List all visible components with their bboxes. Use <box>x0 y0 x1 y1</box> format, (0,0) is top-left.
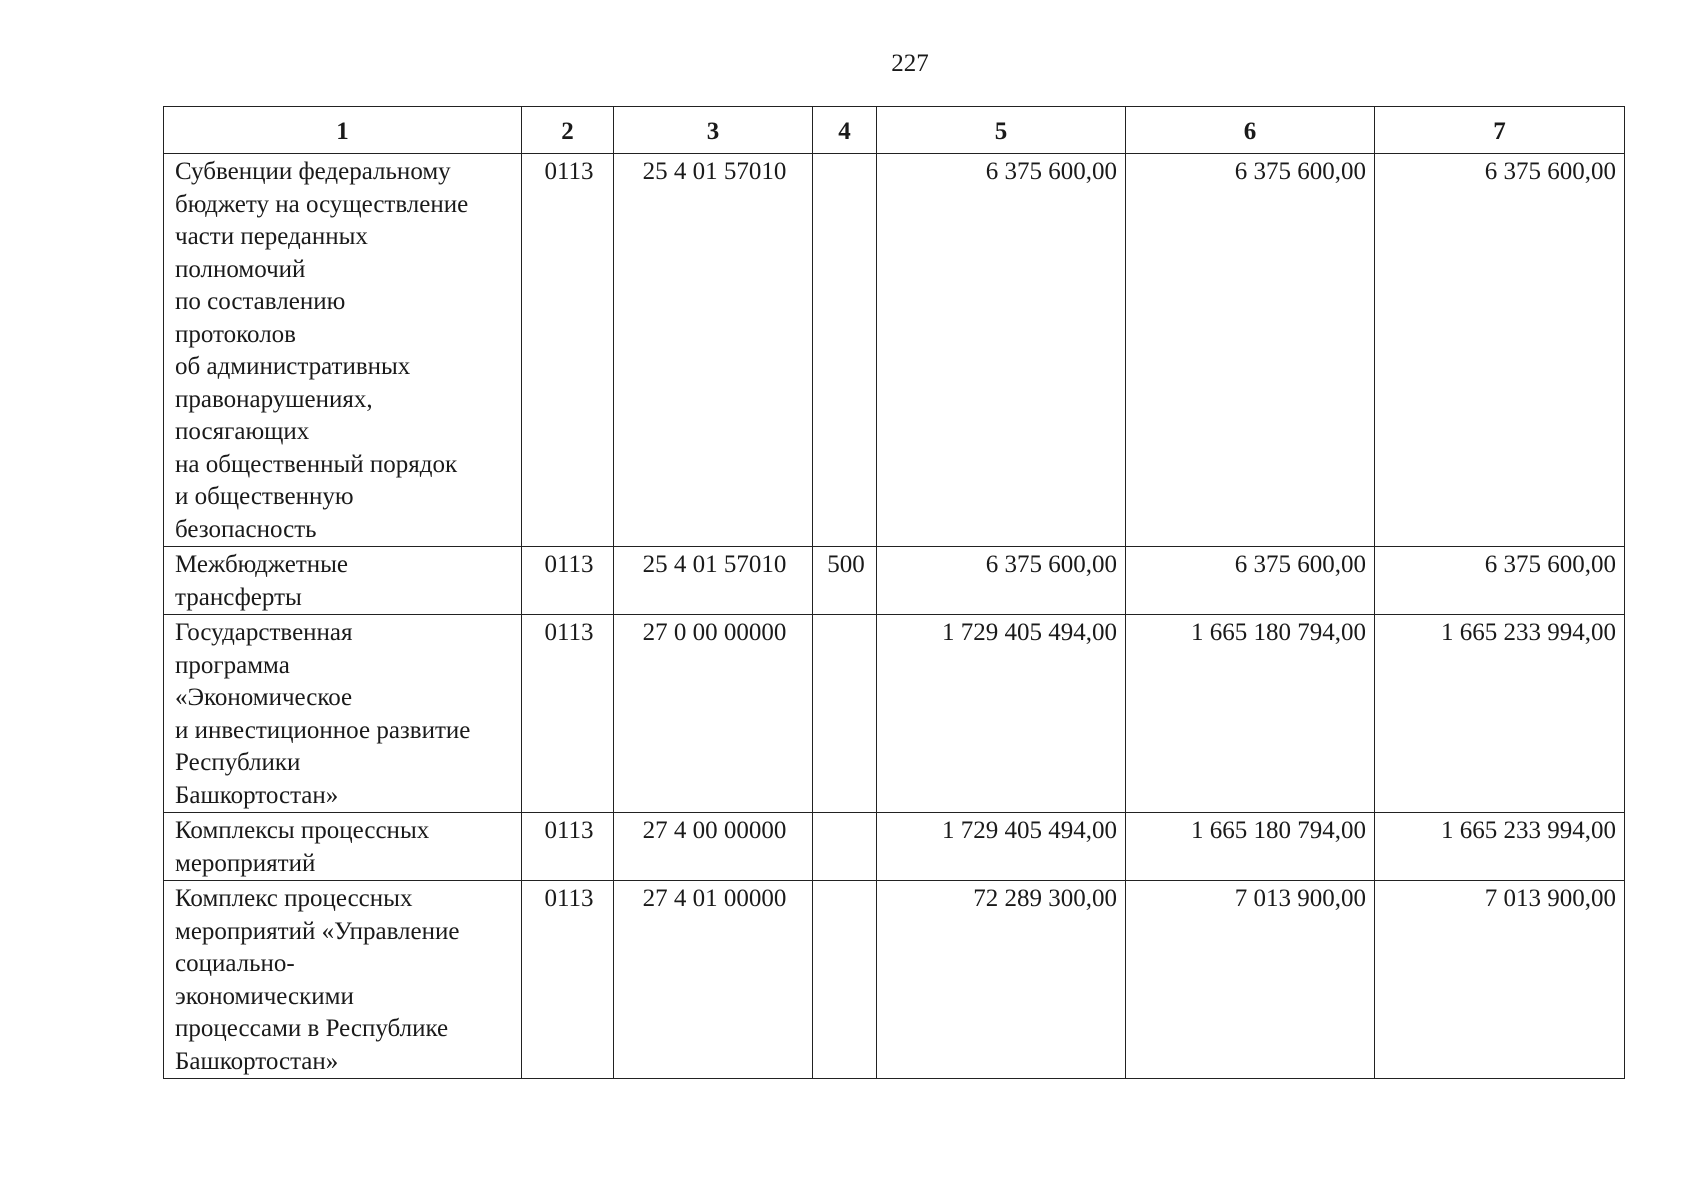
table-row <box>164 813 1625 881</box>
target-code-cell: 25 4 01 57010 <box>614 154 813 547</box>
table-row <box>164 154 1625 547</box>
table-header-row <box>164 107 1625 154</box>
column-header-7: 7 <box>1375 107 1625 154</box>
column-header-3: 3 <box>614 107 813 154</box>
expense-type-cell <box>813 881 877 1079</box>
amount-cell-5: 6 375 600,00 <box>877 547 1126 615</box>
row-name-cell: Субвенции федеральному бюджету на осуществление части переданных полномочий по составлению протоколов об административных правонарушениях, посягающих на общественный порядок и общественную безопасность <box>164 154 522 547</box>
target-code-cell: 25 4 01 57010 <box>614 547 813 615</box>
expense-type-cell <box>813 154 877 547</box>
column-header-4: 4 <box>813 107 877 154</box>
amount-cell-5: 1 729 405 494,00 <box>877 615 1126 813</box>
expense-type-cell: 500 <box>813 547 877 615</box>
expense-type-cell <box>813 813 877 881</box>
column-header-2: 2 <box>522 107 614 154</box>
row-name-cell: Межбюджетные трансферты <box>164 547 522 615</box>
amount-cell-5: 6 375 600,00 <box>877 154 1126 547</box>
target-code-cell: 27 0 00 00000 <box>614 615 813 813</box>
page-number: 227 <box>891 50 929 77</box>
column-header-1: 1 <box>164 107 522 154</box>
section-code-cell: 0113 <box>522 615 614 813</box>
amount-cell-6: 1 665 180 794,00 <box>1126 813 1375 881</box>
table-row <box>164 615 1625 813</box>
amount-cell-6: 6 375 600,00 <box>1126 154 1375 547</box>
budget-table <box>163 106 1625 1079</box>
amount-cell-5: 1 729 405 494,00 <box>877 813 1126 881</box>
amount-cell-5: 72 289 300,00 <box>877 881 1126 1079</box>
amount-cell-7: 7 013 900,00 <box>1375 881 1625 1079</box>
amount-cell-6: 1 665 180 794,00 <box>1126 615 1375 813</box>
amount-cell-7: 1 665 233 994,00 <box>1375 615 1625 813</box>
column-header-5: 5 <box>877 107 1126 154</box>
section-code-cell: 0113 <box>522 813 614 881</box>
table-row <box>164 881 1625 1079</box>
column-header-6: 6 <box>1126 107 1375 154</box>
amount-cell-6: 7 013 900,00 <box>1126 881 1375 1079</box>
amount-cell-7: 6 375 600,00 <box>1375 154 1625 547</box>
amount-cell-7: 1 665 233 994,00 <box>1375 813 1625 881</box>
target-code-cell: 27 4 00 00000 <box>614 813 813 881</box>
amount-cell-6: 6 375 600,00 <box>1126 547 1375 615</box>
target-code-cell: 27 4 01 00000 <box>614 881 813 1079</box>
row-name-cell: Государственная программа «Экономическое и инвестиционное развитие Республики Башкортостан» <box>164 615 522 813</box>
section-code-cell: 0113 <box>522 881 614 1079</box>
expense-type-cell <box>813 615 877 813</box>
table-row <box>164 547 1625 615</box>
row-name-cell: Комплексы процессных мероприятий <box>164 813 522 881</box>
section-code-cell: 0113 <box>522 547 614 615</box>
section-code-cell: 0113 <box>522 154 614 547</box>
row-name-cell: Комплекс процессных мероприятий «Управление социально- экономическими процессами в Республике Башкортостан» <box>164 881 522 1079</box>
amount-cell-7: 6 375 600,00 <box>1375 547 1625 615</box>
